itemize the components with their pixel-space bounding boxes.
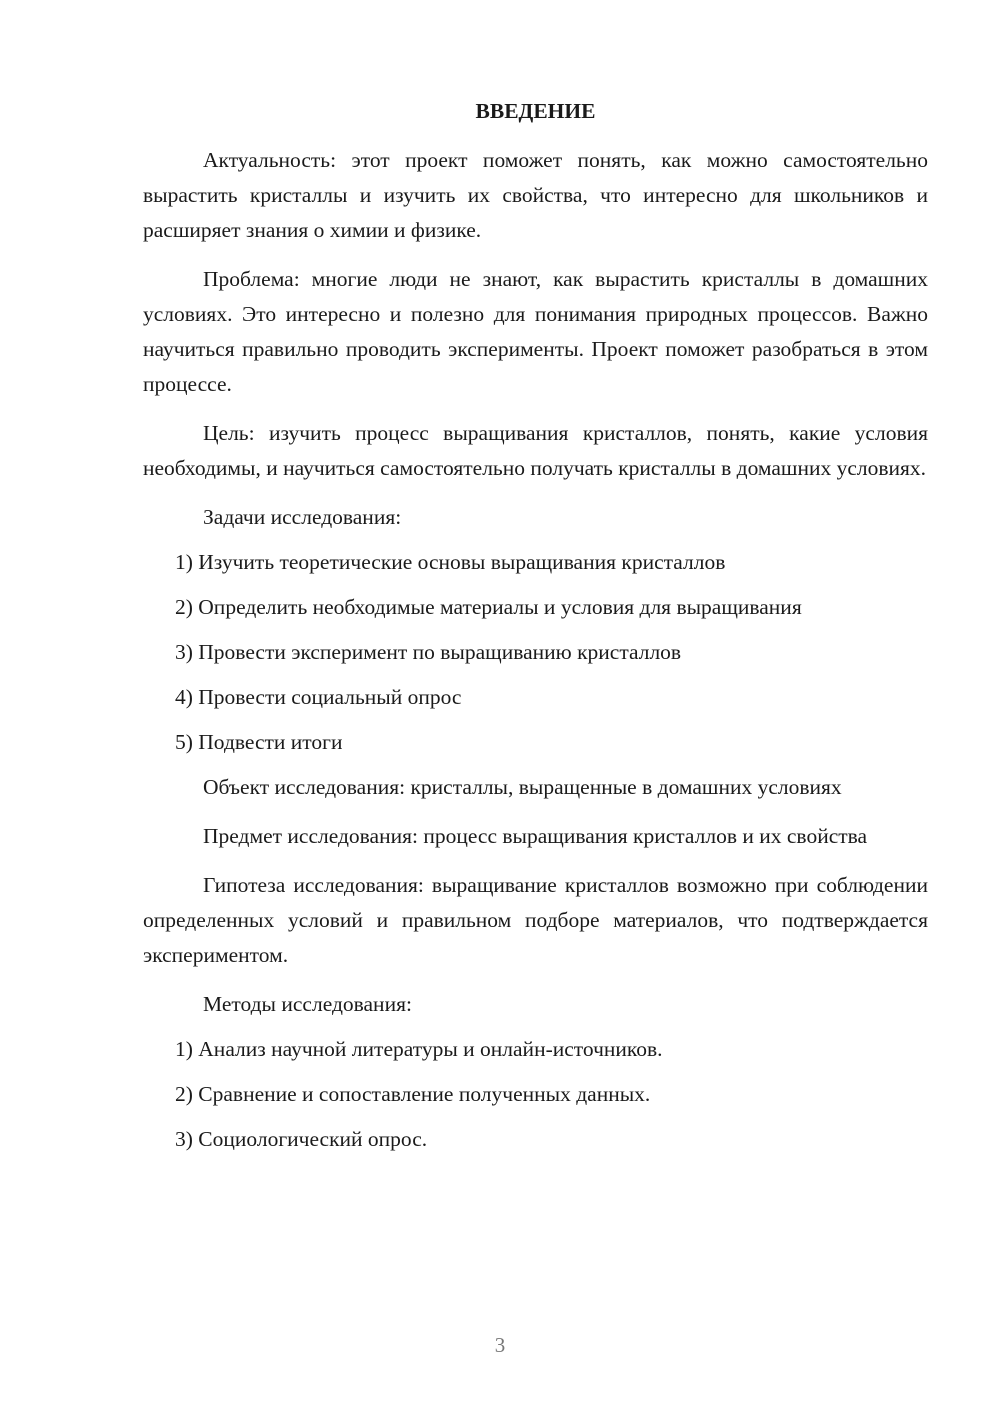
list-item: 1) Изучить теоретические основы выращивания кристаллов: [175, 550, 726, 574]
list-item: 5) Подвести итоги: [175, 730, 343, 754]
tasks-heading: Задачи исследования:: [203, 505, 402, 529]
section-title: ВВЕДЕНИЕ: [475, 99, 596, 123]
paragraph-goal: Цель: изучить процесс выращивания кристаллов, понять, какие условия необходимы, и научиться самостоятельно получать кристаллы в домашних условиях.: [143, 421, 928, 480]
methods-heading: Методы исследования:: [203, 992, 412, 1016]
page-number: 3: [494, 1333, 506, 1357]
list-item: 2) Определить необходимые материалы и условия для выращивания: [175, 595, 802, 619]
paragraph-hypothesis: Гипотеза исследования: выращивание кристаллов возможно при соблюдении определенных условий и правильном подборе материалов, что подтверждается экспериментом.: [143, 873, 928, 967]
page-content: [143, 94, 928, 1167]
paragraph-object: Объект исследования: кристаллы, выращенные в домашних условиях: [203, 775, 842, 799]
list-item: 3) Провести эксперимент по выращиванию кристаллов: [175, 640, 682, 664]
paragraph-relevance: Актуальность: этот проект поможет понять, как можно самостоятельно вырастить кристаллы и изучить их свойства, что интересно для школьников и расширяет знания о химии и физике.: [143, 148, 928, 242]
paragraph-subject: Предмет исследования: процесс выращивания кристаллов и их свойства: [203, 824, 868, 848]
list-item: 1) Анализ научной литературы и онлайн-источников.: [175, 1037, 663, 1061]
list-item: 4) Провести социальный опрос: [175, 685, 462, 709]
methods-list: [143, 1032, 928, 1157]
list-item: 2) Сравнение и сопоставление полученных данных.: [175, 1082, 651, 1106]
list-item: 3) Социологический опрос.: [175, 1127, 428, 1151]
tasks-list: [143, 545, 928, 760]
paragraph-problem: Проблема: многие люди не знают, как вырастить кристаллы в домашних условиях. Это интересно и полезно для понимания природных процессов. Важно научиться правильно проводить эксперименты. Проект поможет разобраться в этом процессе.: [143, 267, 928, 396]
